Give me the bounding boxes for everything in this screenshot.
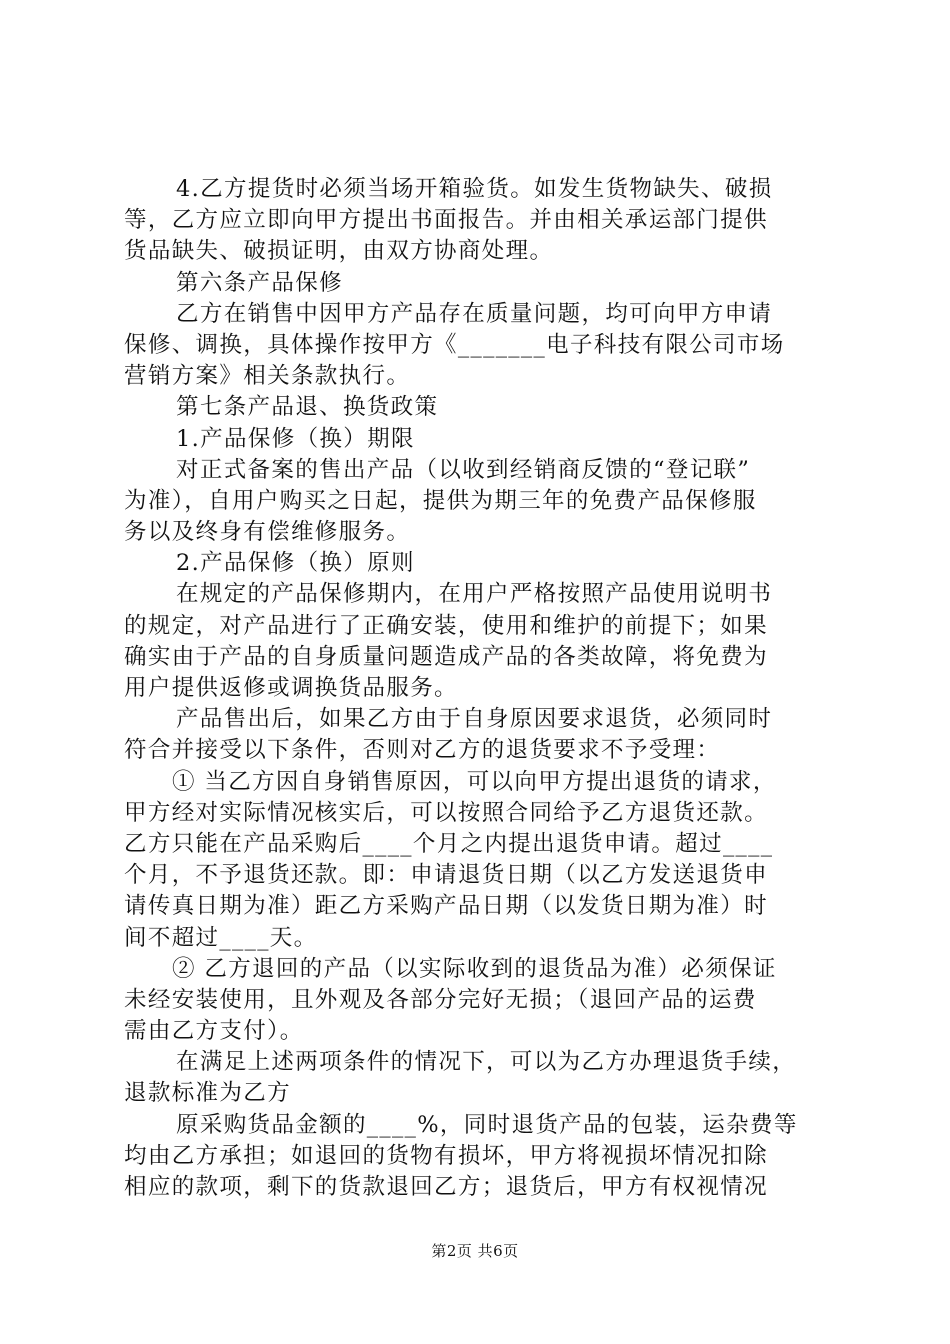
paragraph-line-3: 货品缺失、破损证明，由双方协商处理。 — [124, 238, 554, 265]
paragraph-line-14: 在规定的产品保修期内，在用户严格按照产品使用说明书 — [176, 581, 773, 608]
paragraph-line-32: 均由乙方承担；如退回的货物有损坏，甲方将视损坏情况扣除 — [124, 1142, 768, 1169]
paragraph-line-15: 的规定，对产品进行了正确安装，使用和维护的前提下；如果 — [124, 612, 768, 639]
paragraph-line-21: 甲方经对实际情况核实后，可以按照合同给予乙方退货还款。 — [124, 799, 768, 826]
paragraph-line-2: 等，乙方应立即向甲方提出书面报告。并由相关承运部门提供 — [124, 207, 768, 234]
paragraph-line-33: 相应的款项，剩下的货款退回乙方；退货后，甲方有权视情况 — [124, 1174, 768, 1200]
paragraph-line-31: 原采购货品金额的____%，同时退货产品的包装，运杂费等 — [176, 1111, 798, 1138]
paragraph-line-22: 乙方只能在产品采购后____个月之内提出退货申请。超过____ — [124, 830, 774, 857]
paragraph-line-10: 对正式备案的售出产品（以收到经销商反馈的“登记联” — [176, 456, 751, 483]
paragraph-line-28: 需由乙方支付）。 — [124, 1018, 304, 1045]
section-heading-7: 第七条产品退、换货政策 — [176, 394, 439, 421]
subheading-warranty-principle: 2.产品保修（换）原则 — [176, 550, 415, 577]
paragraph-line-11: 为准），自用户购买之日起，提供为期三年的免费产品保修服 — [124, 487, 757, 514]
subheading-warranty-period: 1.产品保修（换）期限 — [176, 425, 415, 452]
section-heading-6: 第六条产品保修 — [176, 269, 343, 296]
paragraph-line-27: 未经安装使用，且外观及各部分完好无损；（退回产品的运费 — [124, 986, 757, 1013]
page-footer: 第2页 共6页 — [431, 1242, 519, 1260]
paragraph-line-5: 乙方在销售中因甲方产品存在质量问题，均可向甲方申请 — [176, 300, 773, 327]
paragraph-line-1: 4.乙方提货时必须当场开箱验货。如发生货物缺失、破损 — [176, 176, 773, 202]
paragraph-line-16: 确实由于产品的自身质量问题造成产品的各类故障，将免费为 — [124, 643, 768, 670]
paragraph-line-19: 符合并接受以下条件，否则对乙方的退货要求不予受理： — [124, 737, 721, 764]
paragraph-line-18: 产品售出后，如果乙方由于自身原因要求退货，必须同时 — [176, 706, 773, 733]
paragraph-line-17: 用户提供返修或调换货品服务。 — [124, 675, 458, 701]
paragraph-line-12: 务以及终身有偿维修服务。 — [124, 519, 411, 546]
numbered-item-2: ② 乙方退回的产品（以实际收到的退货品为准）必须保证 — [172, 955, 777, 982]
paragraph-line-23: 个月，不予退货还款。即：申请退货日期（以乙方发送退货申 — [124, 862, 768, 889]
document-body — [124, 174, 834, 1203]
paragraph-line-25: 间不超过____天。 — [124, 924, 318, 951]
paragraph-line-30: 退款标准为乙方 — [124, 1080, 291, 1107]
paragraph-line-24: 请传真日期为准）距乙方采购产品日期（以发货日期为准）时 — [124, 893, 768, 920]
numbered-item-1: ① 当乙方因自身销售原因，可以向甲方提出退货的请求， — [172, 768, 777, 795]
paragraph-line-29: 在满足上述两项条件的情况下，可以为乙方办理退货手续， — [176, 1049, 797, 1076]
paragraph-line-6: 保修、调换，具体操作按甲方《_______电子科技有限公司市场 — [124, 331, 785, 358]
paragraph-line-7: 营销方案》相关条款执行。 — [124, 363, 411, 390]
